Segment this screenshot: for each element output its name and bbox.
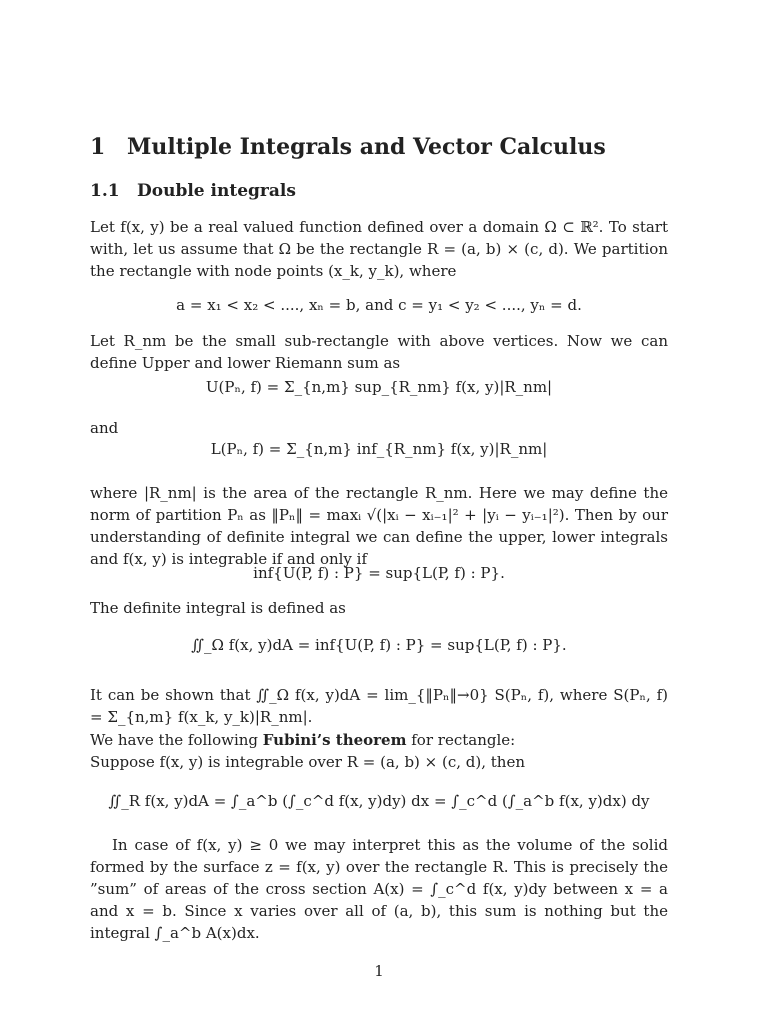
section-heading — [90, 134, 606, 160]
fubini-tail: for rectangle: — [411, 731, 516, 749]
equation-upper-sum: U(Pₙ, f) = Σ_{n,m} sup_{R_nm} f(x, y)|R_nm| — [205, 378, 553, 396]
equation-inf-sup: inf{U(P, f) : P} = sup{L(P, f) : P}. — [253, 564, 505, 582]
fubini-lead: We have the following — [90, 731, 259, 749]
paragraph-definite: The definite integral is defined as — [90, 599, 346, 617]
equation-fubini: ∬_R f(x, y)dA = ∫_a^b (∫_c^d f(x, y)dy) dx = ∫_c^d (∫_a^b f(x, y)dx) dy — [108, 792, 650, 810]
page-number: 1 — [374, 962, 384, 980]
paragraph-limit: It can be shown that ∬_Ω f(x, y)dA = lim_{‖Pₙ‖→0} S(Pₙ, f), where S(Pₙ, f) = Σ_{n,m} f(x_k, y_k)|R_nm|. — [90, 686, 668, 726]
text-and: and — [90, 419, 119, 437]
subsection-heading — [90, 181, 296, 201]
equation-definite-integral: ∬_Ω f(x, y)dA = inf{U(P, f) : P} = sup{L(P, f) : P}. — [191, 636, 567, 654]
fubini-term: Fubini’s theorem — [262, 731, 407, 749]
paragraph-norm: where |R_nm| is the area of the rectangle R_nm. Here we may define the norm of partition Pₙ as ‖Pₙ‖ = maxᵢ √(|xᵢ − xᵢ₋₁|² + |yᵢ − yᵢ₋₁|²). Then by our understanding of definite integral we can define the upper, lower integrals and f(x, y) is integrable if and only if — [90, 484, 668, 568]
paragraph-fubini — [90, 730, 515, 750]
equation-partition: a = x₁ < x₂ < ...., xₙ = b, and c = y₁ < y₂ < ...., yₙ = d. — [176, 296, 582, 314]
subsection-number: 1.1 — [90, 181, 120, 201]
subsection-title: Double integrals — [137, 181, 296, 201]
section-title: Multiple Integrals and Vector Calculus — [127, 134, 606, 160]
equation-lower-sum: L(Pₙ, f) = Σ_{n,m} inf_{R_nm} f(x, y)|R_nm| — [210, 440, 548, 458]
paragraph-suppose: Suppose f(x, y) is integrable over R = (a, b) × (c, d), then — [90, 753, 526, 771]
section-number: 1 — [90, 134, 106, 160]
paragraph-volume: In case of f(x, y) ≥ 0 we may interpret this as the volume of the solid formed by the surface z = f(x, y) over the rectangle R. This is precisely the ”sum” of areas of the cross section A(x) = ∫_c^d f(x, y)dy between x = a and x = b. Since x varies over all of (a, b), this sum is nothing but the integral ∫_a^b A(x)dx. — [90, 836, 668, 942]
paragraph-intro: Let f(x, y) be a real valued function defined over a domain Ω ⊂ ℝ². To start with, let us assume that Ω be the rectangle R = (a, b) × (c, d). We partition the rectangle with node points (x_k, y_k), where — [90, 218, 668, 280]
paragraph-riemann: Let R_nm be the small sub-rectangle with above vertices. Now we can define Upper and lower Riemann sum as — [90, 332, 668, 372]
